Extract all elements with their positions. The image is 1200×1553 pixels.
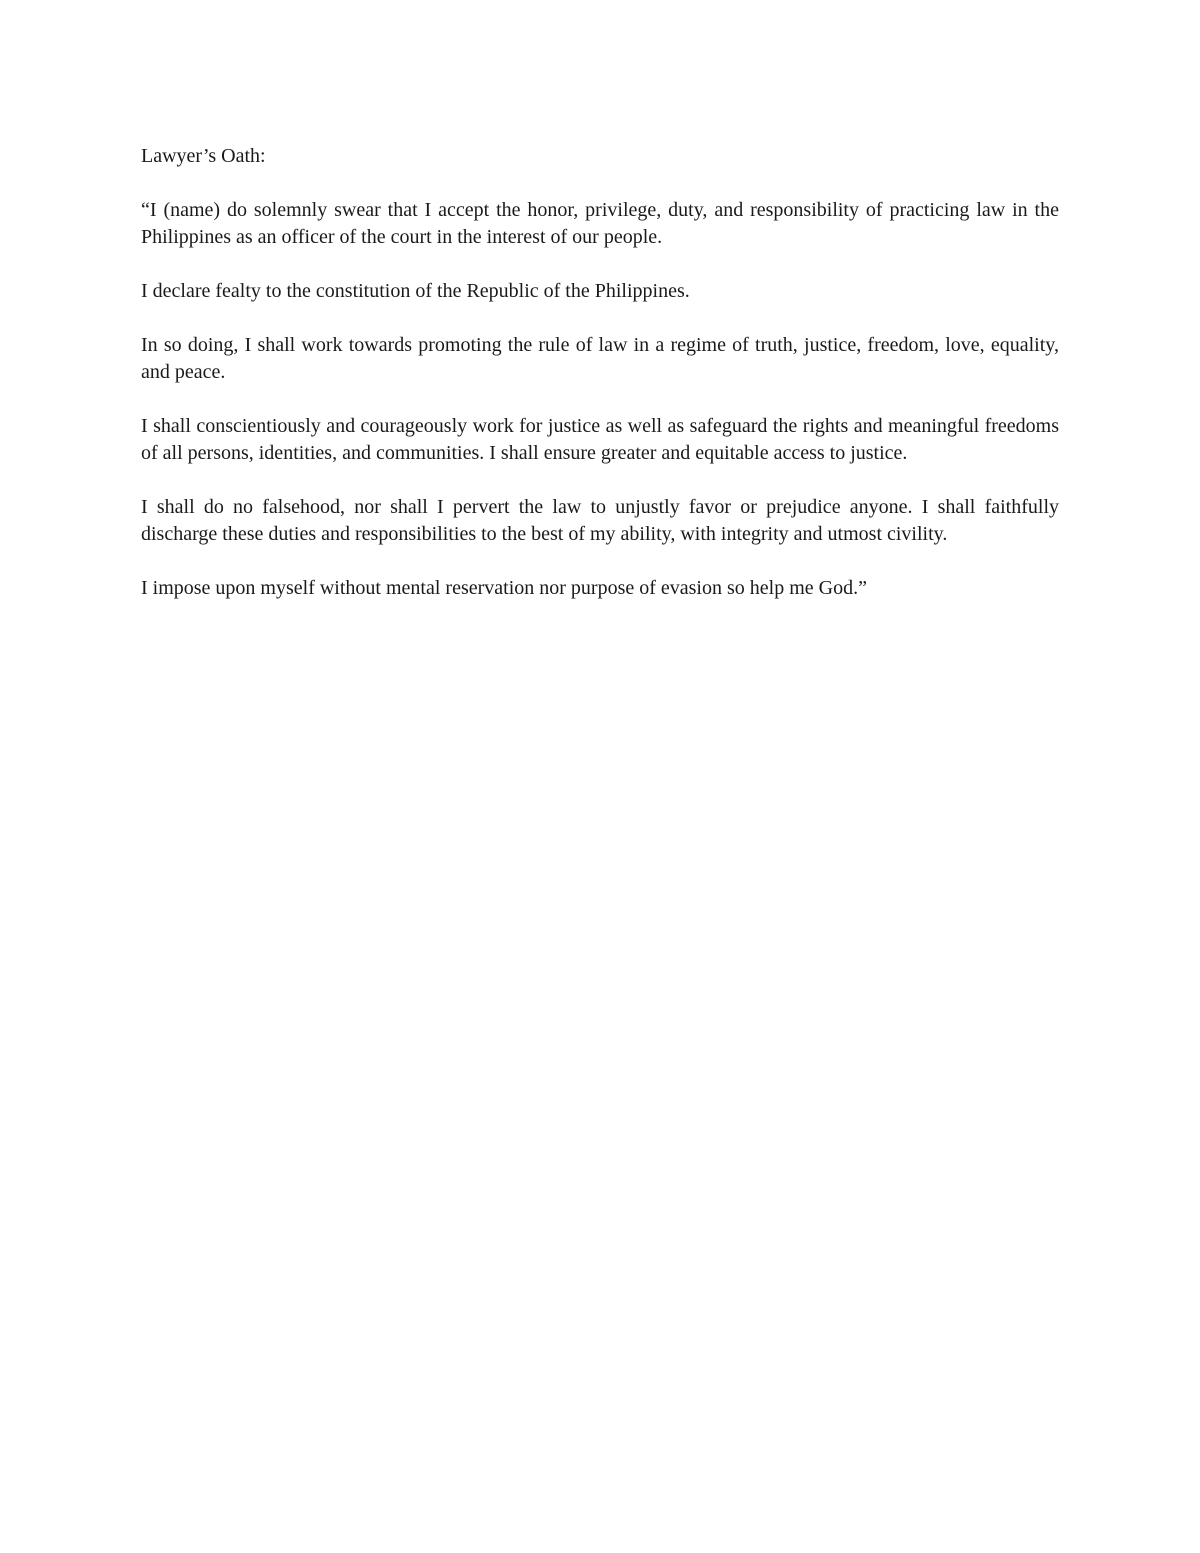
- oath-paragraph-3: In so doing, I shall work towards promoting the rule of law in a regime of truth, justice, freedom, love, equality, and peace.: [141, 334, 1059, 383]
- oath-paragraph-4: I shall conscientiously and courageously work for justice as well as safeguard the rights and meaningful freedoms of all persons, identities, and communities. I shall ensure greater and equitable access to justice.: [141, 415, 1059, 464]
- document-heading: Lawyer’s Oath:: [141, 145, 266, 167]
- oath-paragraph-5: I shall do no falsehood, nor shall I pervert the law to unjustly favor or prejudice anyone. I shall faithfully discharge these duties and responsibilities to the best of my ability, with integrity and utmost civility.: [141, 496, 1059, 545]
- oath-paragraph-2: I declare fealty to the constitution of the Republic of the Philippines.: [141, 280, 690, 302]
- oath-paragraph-6: I impose upon myself without mental reservation nor purpose of evasion so help me God.”: [141, 577, 867, 599]
- oath-paragraph-1: “I (name) do solemnly swear that I accept the honor, privilege, duty, and responsibility of practicing law in the Philippines as an officer of the court in the interest of our people.: [141, 199, 1059, 248]
- document-body: [141, 143, 1059, 629]
